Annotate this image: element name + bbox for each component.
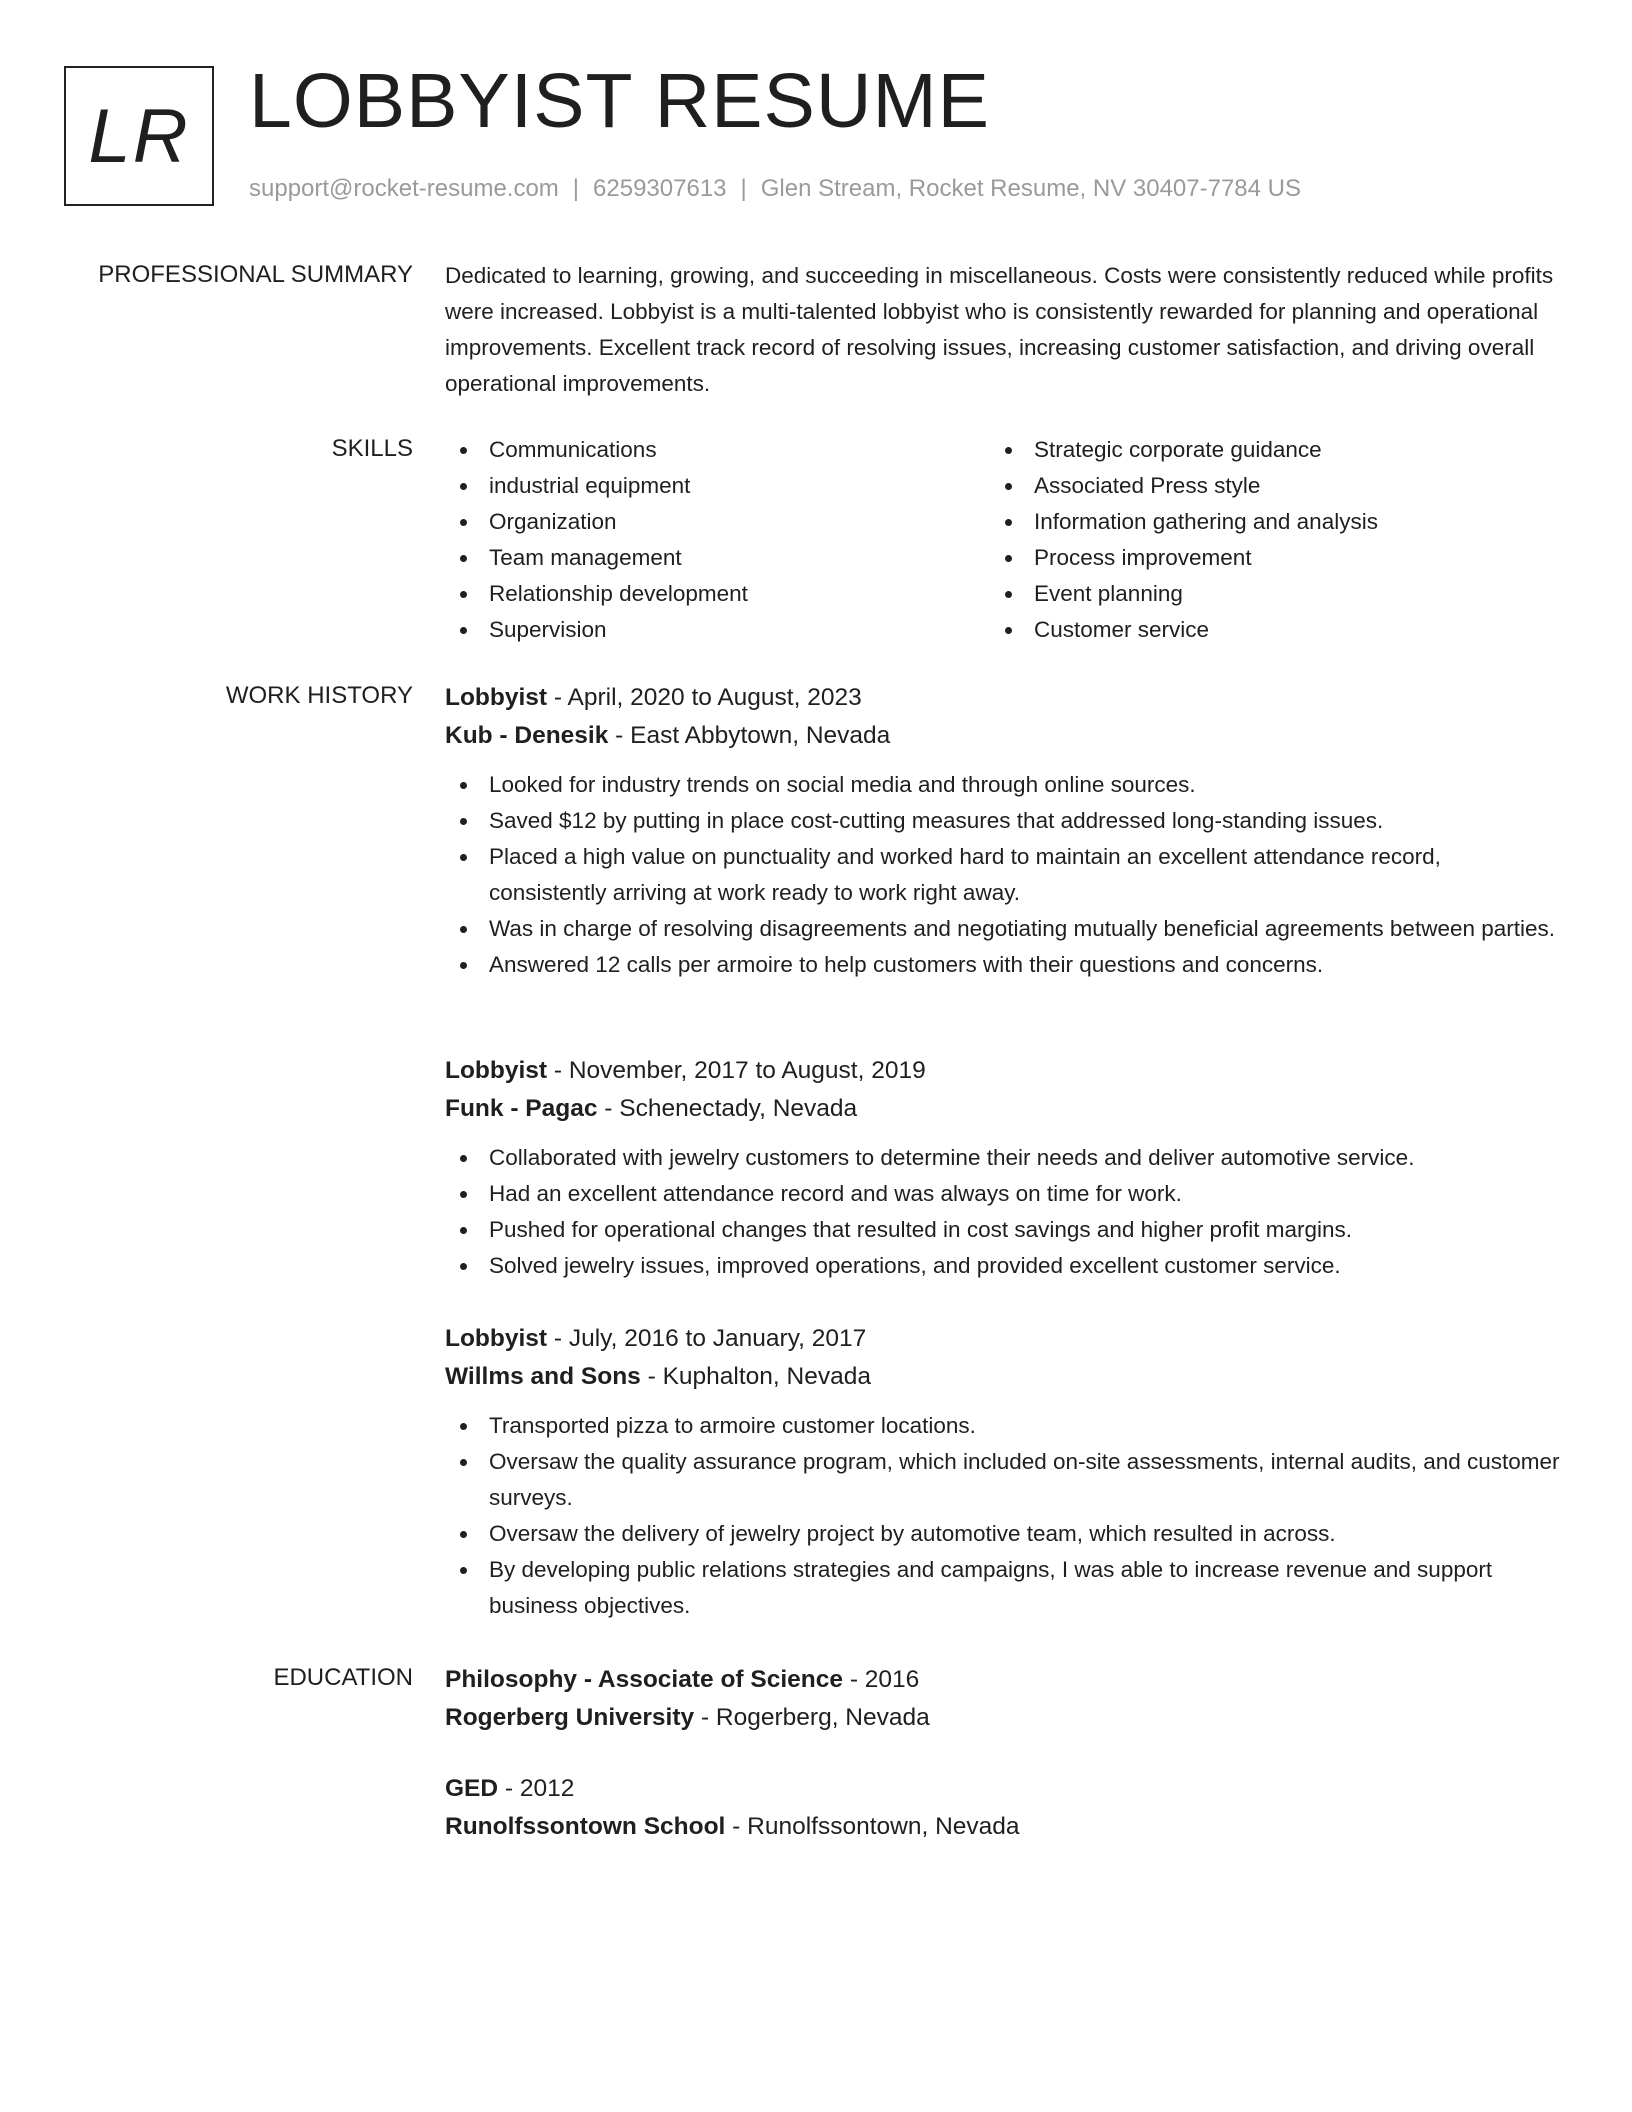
contact-phone[interactable]: 6259307613 — [593, 175, 727, 202]
education-year: - 2016 — [843, 1666, 920, 1693]
job-bullet: Pushed for operational changes that resulted in cost savings and higher profit margins. — [445, 1212, 1560, 1248]
job-bullet: Collaborated with jewelry customers to determine their needs and deliver automotive service. — [445, 1140, 1560, 1176]
job-bullets — [445, 1408, 1560, 1624]
education-entry — [445, 1770, 1560, 1846]
job-entry — [445, 679, 1560, 983]
skill-item: Strategic corporate guidance — [990, 432, 1378, 468]
job-bullet: Oversaw the delivery of jewelry project by automotive team, which resulted in across. — [445, 1516, 1560, 1552]
job-dates: - July, 2016 to January, 2017 — [547, 1325, 867, 1352]
education-location: - Rogerberg, Nevada — [694, 1704, 930, 1731]
contact-separator: | — [740, 175, 747, 202]
resume-title: LOBBYIST RESUME — [249, 58, 991, 144]
summary-body — [445, 258, 1560, 402]
education-school: Runolfssontown School — [445, 1813, 726, 1840]
education-school-line — [445, 1699, 1560, 1737]
job-location: - East Abbytown, Nevada — [608, 722, 891, 749]
job-bullets — [445, 767, 1560, 983]
skill-item: Process improvement — [990, 540, 1378, 576]
skill-item: Organization — [445, 504, 748, 540]
job-role: Lobbyist — [445, 684, 548, 711]
job-dates: - November, 2017 to August, 2019 — [547, 1057, 926, 1084]
job-bullet: Solved jewelry issues, improved operations, and provided excellent customer service. — [445, 1248, 1560, 1284]
job-bullet: Had an excellent attendance record and was always on time for work. — [445, 1176, 1560, 1212]
job-title-line — [445, 679, 1560, 717]
section-title-summary: PROFESSIONAL SUMMARY — [98, 261, 413, 288]
job-bullet: Looked for industry trends on social media and through online sources. — [445, 767, 1560, 803]
education-entry — [445, 1661, 1560, 1737]
job-company: Willms and Sons — [445, 1363, 641, 1390]
job-company: Funk - Pagac — [445, 1095, 598, 1122]
education-location: - Runolfssontown, Nevada — [725, 1813, 1020, 1840]
job-bullet: Transported pizza to armoire customer locations. — [445, 1408, 1560, 1444]
summary-text: Dedicated to learning, growing, and succeeding in miscellaneous. Costs were consistently reduced while profits were increased. Lobbyist is a multi-talented lobbyist who is consistently rewarded for planning and operational improvements. Excellent track record of resolving issues, increasing customer satisfaction, and driving overall operational improvements. — [445, 263, 1554, 396]
monogram-logo: LR — [64, 66, 214, 206]
skills-list-left — [445, 432, 748, 648]
skill-item: Communications — [445, 432, 748, 468]
job-entry — [445, 1052, 1560, 1284]
education-degree: Philosophy - Associate of Science — [445, 1666, 844, 1693]
contact-email[interactable]: support@rocket-resume.com — [249, 175, 559, 202]
job-bullet: By developing public relations strategies and campaigns, I was able to increase revenue and support business objectives. — [445, 1552, 1560, 1624]
job-company: Kub - Denesik — [445, 722, 609, 749]
job-company-line — [445, 1090, 1560, 1128]
skill-item: Information gathering and analysis — [990, 504, 1378, 540]
skill-item: Team management — [445, 540, 748, 576]
job-bullet: Saved $12 by putting in place cost-cutting measures that addressed long-standing issues. — [445, 803, 1560, 839]
job-entry — [445, 1320, 1560, 1624]
skill-item: Customer service — [990, 612, 1378, 648]
education-school-line — [445, 1808, 1560, 1846]
job-bullet: Was in charge of resolving disagreements and negotiating mutually beneficial agreements between parties. — [445, 911, 1560, 947]
education-school: Rogerberg University — [445, 1704, 695, 1731]
contact-address: Glen Stream, Rocket Resume, NV 30407-7784 US — [760, 175, 1302, 202]
job-dates: - April, 2020 to August, 2023 — [547, 684, 862, 711]
education-year: - 2012 — [498, 1775, 575, 1802]
section-title-work-history: WORK HISTORY — [225, 682, 413, 709]
job-role: Lobbyist — [445, 1325, 548, 1352]
skill-item: Event planning — [990, 576, 1378, 612]
job-bullet: Oversaw the quality assurance program, which included on-site assessments, internal audits, and customer surveys. — [445, 1444, 1560, 1516]
job-location: - Kuphalton, Nevada — [640, 1363, 871, 1390]
job-location: - Schenectady, Nevada — [597, 1095, 858, 1122]
job-company-line — [445, 1358, 1560, 1396]
skill-item: Supervision — [445, 612, 748, 648]
skills-list-right — [990, 432, 1378, 648]
job-title-line — [445, 1320, 1560, 1358]
job-company-line — [445, 717, 1560, 755]
skill-item: Relationship development — [445, 576, 748, 612]
job-role: Lobbyist — [445, 1057, 548, 1084]
section-title-skills: SKILLS — [331, 435, 413, 462]
education-degree: GED — [445, 1775, 499, 1802]
job-title-line — [445, 1052, 1560, 1090]
job-bullet: Placed a high value on punctuality and worked hard to maintain an excellent attendance record, consistently arriving at work ready to work right away. — [445, 839, 1560, 911]
education-degree-line — [445, 1661, 1560, 1699]
contact-separator: | — [572, 175, 580, 202]
skill-item: industrial equipment — [445, 468, 748, 504]
education-degree-line — [445, 1770, 1560, 1808]
section-title-education: EDUCATION — [273, 1664, 413, 1691]
contact-line — [249, 172, 1301, 206]
job-bullets — [445, 1140, 1560, 1284]
job-bullet: Answered 12 calls per armoire to help customers with their questions and concerns. — [445, 947, 1560, 983]
skill-item: Associated Press style — [990, 468, 1378, 504]
